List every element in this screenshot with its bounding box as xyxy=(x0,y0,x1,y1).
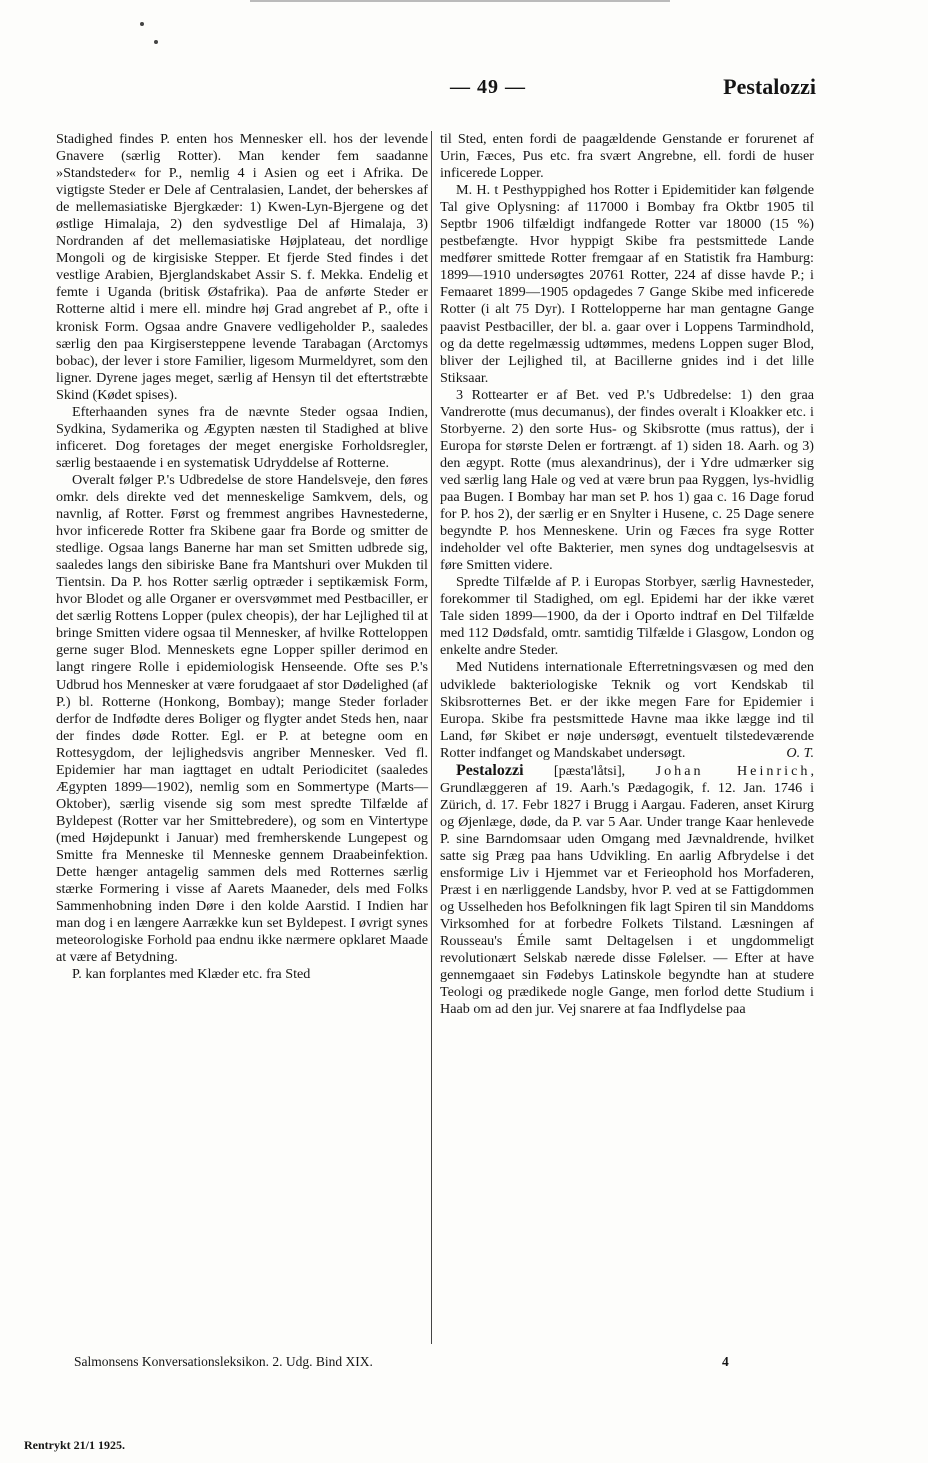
paragraph: M. H. t Pesthyppighed hos Rotter i Epidemitider kan følgende Tal give Oplysning: af 117000 i Bombay fra Oktbr 1905 til Septbr 1906 tilfældigt indfangede Rotter var 18000 (15 %) pestbefængte. Hvor hyppigt Skibe fra pestsmittede Lande medfører smittede Rotter fremgaar af en Statistik fra Hamburg: 1899—1910 undersøgtes 20761 Rotter, 224 af disse havde P.; i Femaaret 1899—1905 opdagedes 7 Gange Skibe med inficerede Rotter (i alt 75 Dyr). I Rottelopperne har man gentagne Gange paavist Pestbaciller, der bl. a. gaar over i Loppens Tarmindhold, og da dette regelmæssig udtømmes, medens Loppen suger Blod, bliver der Lejlighed til, at Bacillerne gnides ind i det lille Stiksaar. xyxy=(440,182,814,386)
footer-sheet-number: 4 xyxy=(722,1354,729,1369)
page-header xyxy=(60,72,816,106)
page-number: — 49 — xyxy=(450,76,526,98)
paragraph: Stadighed findes P. enten hos Mennesker ell. hos der levende Gnavere (særlig Rotter). Man kender fem saadanne »Standsteder« for P., nemlig 4 i Asien og eet i Afrika. De vigtigste Steder er Dele af Centralasien, Landet, der beherskes af de mellemasiatiske Bjergkæder: 1) Kwen-Lyn-Bjergene og det østlige Himalaja, 2) den sydvestlige Del af Himalaja, 3) Nordranden af det mellemasiatiske Højplateau, det nordlige Mongoli og de kirgisiske Stepper. Et fjerde Sted findes i det vestlige Arabien, Bjerglandskabet Assir S. f. Mekka. Endelig et femte i Uganda (britisk Østafrika). Paa de anførte Steder er Rotterne altid i mere ell. mindre høj Grad angrebet af P., ofte i kronisk Form. Ogsaa andre Gnavere vedligeholder P., saaledes særlig den paa Kirgisersteppene levende Tarabagan (Arctomys bobac), der lever i store Familier, ligesom Murmeldyret, som den ligner. Dyrene jages meget, særlig af Hensyn til det eftertstræbte Skind (Kødet spises). xyxy=(56,131,428,403)
paragraph: Efterhaanden synes fra de nævnte Steder ogsaa Indien, Sydkina, Sydamerika og Ægypten næsten til Stadighed at blive inficeret. Dog foretages der meget energiske Forholdsregler, særlig bestaaende i en systematisk Udryddelse af Rotterne. xyxy=(56,403,428,471)
paragraph: P. kan forplantes med Klæder etc. fra Sted xyxy=(72,966,311,983)
paragraph: 3 Rottearter er af Bet. ved P.'s Udbredelse: 1) den graa Vandrerotte (mus decumanus), der findes overalt i Kloakker etc. i Storbyerne. 2) den sorte Hus- og Skibsrotte (mus rattus), der i Europa for største Delen er fortrængt. af 1) siden 18. Aarh. og 3) den ægypt. Rotte (mus alexandrinus), der i Ydre udmærker sig ved særlig lang Hale og ved at være brun paa Ryggen, lys-hvidlig paa Bugen. I Bombay har man set P. hos 1) gaa c. 16 Dage forud for P. hos 2), der særlig er en Snylter i Husene, c. 25 Dage senere begyndte P. hos Menneskene. Urin og Fæces fra syge Rotter indeholder vel ofte Bakterier, men synes dog undtagelsesvis at føre Smitten videre. xyxy=(440,386,814,574)
scan-speck xyxy=(140,22,144,26)
column-divider xyxy=(431,131,432,1344)
paragraph: til Sted, enten fordi de paagældende Genstande er forurenet af Urin, Fæces, Pus etc. fra svært Angrebne, ell. fordi de huser inficerede Lopper. xyxy=(440,131,814,182)
encyclopedia-entry xyxy=(440,762,814,1019)
author-signature: O. T. xyxy=(786,744,814,761)
entry-given-name: Johan Heinrich xyxy=(655,762,811,779)
paragraph: Overalt følger P.'s Udbredelse de store Handelsveje, den føres omkr. dels direkte ved det menneskelige Samkvem, dels, og navnlig, af Rotter. Først og fremmest angribes Havnestederne, hvor inficerede Rotter fra Skibene gaar fra Borde og smitter de stedlige. Ogsaa langs Banerne har man set Smitten udbrede sig, saaledes langs den sibiriske Bane fra Mantshuri over Mukden til Tientsin. Da P. hos Rotter særlig optræder i septikæmisk Form, hvor Blodet og alle Organer er oversvømmet med Pestbaciller, er det særlig Rottens Lopper (pulex cheopis), der har Lejlighed til at bringe Smitten videre ogsaa til Mennesker, af hvilke Rotteloppen gerne suger Blod. Menneskets egne Lopper spiller derimod en langt ringere Rolle i epidemiologisk Henseende. Ofte ses P.'s Udbrud hos Mennesker at være forudgaaet af stor Dødelighed (af P.) bl. Rotterne (Honkong, Bombay); mange Steder forlader derfor de Indfødte deres Boliger og flygter andet Steds hen, naar der findes døde Rotter. Egl. er P. at betegne oom en Rottesygdom, der lejlighedsvis angriber Mennesker. Ved fl. Epidemier har man iagttaget en udtalt Periodicitet (saaledes Ægypten 1899—1902), nemlig som en Sommertype (Marts—Oktober), særlig visende sig som mest spredte Tilfælde af Byldepest (Rotter var her Smittebredere), og som en Vintertype (med Højdepunkt i Januar) med fremherskende Lungepest og Smitte fra Menneske til Menneske gennem Draabeinfektion. Dette hænger antagelig sammen dels med Rotternes særlig stærke Formering i visse af Aarets Maaneder, dels med Folks Sammenhobning inden Døre i den kolde Aarstid. I Indien har man dog i en længere Aarrække kun set Byldepest. I øvrigt synes meteorologiske Forhold paa endnu ikke nærmere opklaret Maade at være af Betydning. xyxy=(56,471,428,966)
paragraph: Med Nutidens internationale Efterretningsvæsen og med den udviklede bakteriologiske Teknik og vort Kendskab til Skibsrotternes Bet. er der ikke megen Fare for Epidemier i Europa. Skibe fra pestsmittede Havne maa ikke lægge ind til Land, før Skibet er nøje undersøgt, eventuelt tilstedeværende Rotter indfanget og Mandskabet undersøgt. xyxy=(440,659,814,761)
right-column xyxy=(440,131,814,1018)
top-edge-line xyxy=(250,0,670,2)
running-head: Pestalozzi xyxy=(723,74,816,99)
footer-source: Salmonsens Konversationsleksikon. 2. Udg. Bind XIX. xyxy=(74,1354,373,1369)
entry-body: , Grundlæggeren af 19. Aarh.'s Pædagogik, f. 12. Jan. 1746 i Zürich, d. 17. Febr 1827 i Brugg i Aargau. Faderen, anset Kirurg og Øjenlæge, døde, da P. var 5 Aar. Under trange Kaar henlevede P. sine Barndomsaar uden Omgang med Jævnaldrende, hvilket satte sig Præg paa hans Udvikling. En aarlig Afbrydelse i det ensformige Liv i Hjemmet var et Ferieophold hos Morfaderen, Præst i en nærliggende Landsby, hvor P. ved at se Fattigdommen og Usselheden hos Befolkningen fik lagt Spiren til sin Manddoms Virksomhed for at forbedre Folkets Tilstand. Læsningen af Rousseau's Émile samt Deltagelsen i et ungdommeligt revolutionært Selskab nærede disse Følelser. — Efter at have gennemgaaet sin Fødebys Latinskole begyndte han at studere Teologi og prædikede nogle Gange, men forlod dette Studium i Haab om ad den jur. Vej snarere at faa Indflydelse paa xyxy=(440,762,814,1018)
entry-pronunciation: [pæsta'låtsi], xyxy=(523,762,656,779)
left-column xyxy=(56,131,428,983)
paragraph: Spredte Tilfælde af P. i Europas Storbyer, særlig Havnesteder, forekommer til Stadighed, om egl. Epidemi har der ikke været Tale siden 1899—1900, da der i Oporto indtraf en Del Tilfælde med 112 Dødsfald, omtr. samtidig Tilfælde i Glasgow, London og enkelte andre Steder. xyxy=(440,574,814,659)
entry-headword: Pestalozzi xyxy=(456,761,524,779)
scan-speck xyxy=(154,40,158,44)
reprint-note: Rentrykt 21/1 1925. xyxy=(24,1438,125,1452)
